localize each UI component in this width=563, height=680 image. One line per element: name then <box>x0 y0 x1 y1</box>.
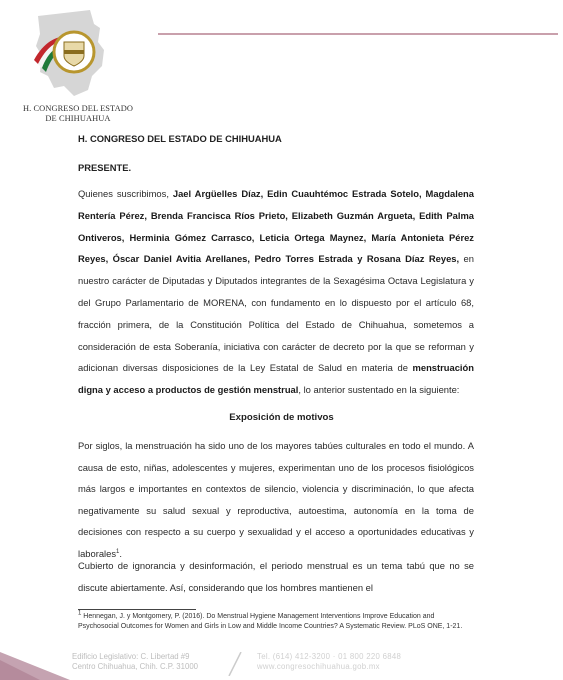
footer-contact <box>257 652 401 672</box>
initiative-topic: menstruación digna y acceso a productos de gestión menstrual <box>78 362 474 396</box>
footnote-mark: 1 <box>78 610 82 617</box>
footnote-ref: 1 <box>116 548 120 555</box>
footnote-divider <box>78 609 196 610</box>
greeting: PRESENTE. <box>78 162 132 173</box>
footer-separator <box>225 652 245 676</box>
intro-text-3: , lo anterior sustentado en la siguiente: <box>298 384 460 396</box>
motives-paragraph-1: Por siglos, la menstruación ha sido uno de los mayores tabúes culturales en todo el mundo. A causa de esto, niñas, adolescentes y mujeres, experimentan uno de los procesos fisiológicos más largos e importantes en contextos de silencio, violencia y discriminación, lo que afecta negativamente su salud sexual y reproductiva, autoestima, autonomía en la toma de decisiones con respecto a su cuerpo y sexualidad y el acceso a oportunidades educativas y laborales$^1$. <box>78 440 474 559</box>
seal-band <box>64 50 84 54</box>
signatories-names: Jael Argüelles Díaz, Edin Cuauhtémoc Estrada Sotelo, Magdalena Rentería Pérez, Brenda Francisca Ríos Prieto, Elizabeth Guzmán Argueta, Edith Palma Ontiveros, Herminia Gómez Carrasco, Leticia Ortega Maynez, María Antonieta Pérez Reyes, Óscar Daniel Avitia Arellanes, Pedro Torres Estrada y Rosana Díaz Reyes, <box>78 188 474 265</box>
motives-paragraph-1-text: Por siglos, la menstruación ha sido uno de los mayores tabúes culturales en todo el mundo. A causa de esto, niñas, adolescentes y mujeres, experimentan uno de los procesos fisiológicos más largos e importantes en contextos de silencio, violencia y discriminación, lo que afecta negativamente su salud sexual y reproductiva, autoestima, autonomía en la toma de decisiones con respecto a su cuerpo y sexualidad y el acceso a oportunidades educativas y laborales <box>78 440 474 559</box>
footer-address-line1: Edificio Legislativo: C. Libertad #9 <box>72 652 190 661</box>
chihuahua-state-map-seal-icon <box>30 6 108 102</box>
intro-paragraph <box>78 183 474 401</box>
footer-address-line2: Centro Chihuahua, Chih. C.P. 31000 <box>72 662 198 671</box>
section-title: Exposición de motivos <box>229 412 334 423</box>
footer-address <box>72 652 198 672</box>
footer-contact-line2: www.congresochihuahua.gob.mx <box>257 662 380 671</box>
intro-text-2: en nuestro carácter de Diputadas y Diputados integrantes de la Sexagésima Octava Legislatura y del Grupo Parlamentario de MORENA, con fundamento en lo dispuesto por el artículo 68, fracción primera, de la Constitución Política del Estado de Chihuahua, sometemos a consideración de esta Soberanía, iniciativa con carácter de decreto por la que se reforman y adicionan diversas disposiciones de la Ley Estatal de Salud en materia de <box>78 253 474 374</box>
footer-contact-line1: Tel. (614) 412-3200 · 01 800 220 6848 <box>257 652 402 661</box>
footnote <box>78 612 470 631</box>
footnote-text: Hennegan, J. y Montgomery, P. (2016). Do Menstrual Hygiene Management Interventions Improve Education and Psychosocial Outcomes for Women and Girls in Low and Middle Income Countries? A Systematic Review. PLoS ONE, 1-21. <box>78 613 463 630</box>
header-rule <box>158 33 558 36</box>
addressee: H. CONGRESO DEL ESTADO DE CHIHUAHUA <box>78 133 282 144</box>
org-name <box>18 104 138 124</box>
intro-text-1: Quienes suscribimos, <box>78 188 173 199</box>
motives-paragraph-2: Cubierto de ignorancia y desinformación, el periodo menstrual es un tema tabú que no se discute abiertamente. Así, considerando que los hombres mantienen el <box>78 560 474 593</box>
org-name-line2: DE CHIHUAHUA <box>45 114 111 123</box>
org-name-line1: H. CONGRESO DEL ESTADO <box>22 104 134 113</box>
